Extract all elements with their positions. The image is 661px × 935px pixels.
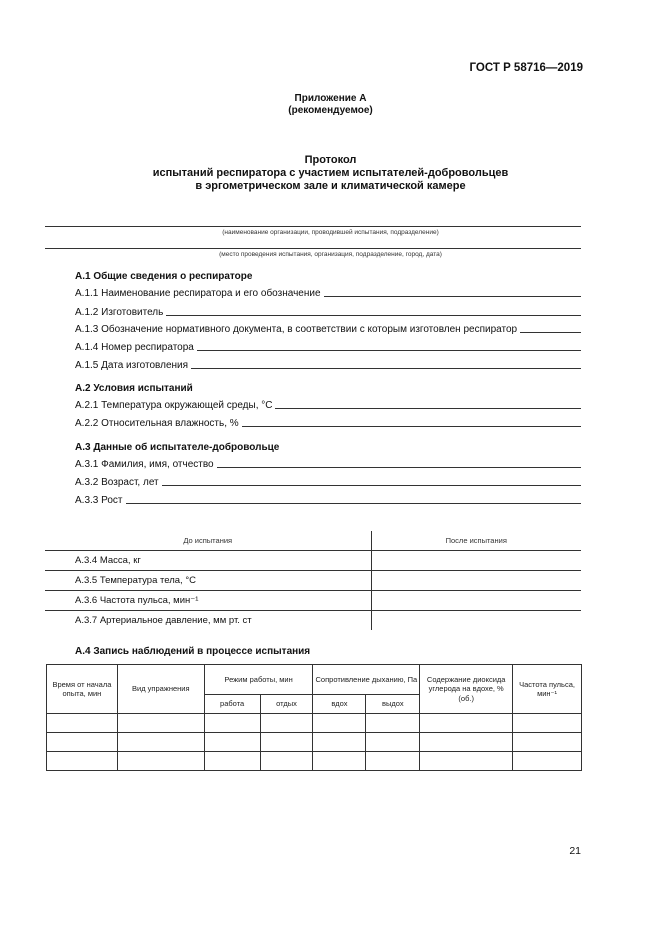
field-label: А.3.3 Рост <box>75 495 123 506</box>
table-row <box>47 714 582 733</box>
table-row <box>47 733 582 752</box>
col-co2 <box>420 665 513 714</box>
col-work: работа <box>204 695 260 714</box>
cell[interactable] <box>117 733 204 752</box>
row-value-cell[interactable] <box>371 611 581 631</box>
section-a1-title: А.1 Общие сведения о респираторе <box>75 271 253 282</box>
col-pulse <box>513 665 582 714</box>
col-resistance <box>313 665 420 695</box>
cell[interactable] <box>313 714 366 733</box>
observation-table <box>46 664 582 771</box>
field-label: А.1.5 Дата изготовления <box>75 360 189 371</box>
field-a1-1[interactable] <box>75 286 581 299</box>
col-rest: отдых <box>260 695 313 714</box>
field-a1-5[interactable] <box>75 358 581 371</box>
field-a3-1[interactable] <box>75 457 581 470</box>
cell[interactable] <box>47 714 118 733</box>
col-inhale: вдох <box>313 695 366 714</box>
section-a4-title: А.4 Запись наблюдений в процессе испытания <box>75 646 311 657</box>
field-a1-2[interactable] <box>75 305 581 318</box>
cell[interactable] <box>117 752 204 771</box>
appendix-subtitle: (рекомендуемое) <box>288 105 373 116</box>
section-a2-title: А.2 Условия испытаний <box>75 383 193 394</box>
col-co2-label: Содержание диоксида углерода на вдохе, % (об.) <box>426 674 506 703</box>
table-header-row <box>47 665 582 695</box>
cell[interactable] <box>366 733 420 752</box>
volunteer-data-table <box>45 531 581 630</box>
row-value-cell[interactable] <box>371 591 581 611</box>
cell[interactable] <box>47 733 118 752</box>
field-line[interactable] <box>197 350 581 351</box>
table-row <box>45 591 581 611</box>
cell[interactable] <box>260 752 313 771</box>
col-exercise <box>117 665 204 714</box>
col-time-label: Время от начала опыта, мин <box>52 679 112 698</box>
field-label: А.2.1 Температура окружающей среды, °С <box>75 400 273 411</box>
col-mode <box>204 665 313 695</box>
field-line[interactable] <box>520 332 581 333</box>
col-exercise-label: Вид упражнения <box>132 684 190 694</box>
org-line[interactable] <box>45 226 581 227</box>
cell[interactable] <box>366 714 420 733</box>
row-label: А.3.5 Температура тела, °С <box>45 571 371 591</box>
field-label: А.1.4 Номер респиратора <box>75 342 194 353</box>
field-line[interactable] <box>275 408 581 409</box>
field-label: А.2.2 Относительная влажность, % <box>75 418 239 429</box>
field-a1-3[interactable] <box>75 322 581 335</box>
row-label: А.3.7 Артериальное давление, мм рт. ст <box>45 611 371 631</box>
cell[interactable] <box>420 714 513 733</box>
field-line[interactable] <box>126 503 582 504</box>
protocol-title: Протокол <box>304 154 357 166</box>
col-exhale: выдох <box>366 695 420 714</box>
cell[interactable] <box>117 714 204 733</box>
table-header-row <box>45 531 581 551</box>
cell[interactable] <box>204 733 260 752</box>
page-number: 21 <box>569 845 581 857</box>
cell[interactable] <box>204 714 260 733</box>
table-row <box>45 551 581 571</box>
cell[interactable] <box>513 733 582 752</box>
field-a3-2[interactable] <box>75 475 581 488</box>
cell[interactable] <box>313 752 366 771</box>
field-line[interactable] <box>162 485 581 486</box>
field-line[interactable] <box>217 467 581 468</box>
header-after: После испытания <box>371 531 581 551</box>
place-caption: (место проведения испытания, организация, подразделение, город, дата) <box>219 251 442 258</box>
org-caption: (наименование организации, проводившей испытания, подразделение) <box>222 229 439 236</box>
field-label: А.3.2 Возраст, лет <box>75 477 159 488</box>
field-line[interactable] <box>242 426 581 427</box>
col-mode-label: Режим работы, мин <box>224 674 293 684</box>
field-line[interactable] <box>166 315 581 316</box>
field-label: А.3.1 Фамилия, имя, отчество <box>75 459 214 470</box>
row-value-cell[interactable] <box>371 551 581 571</box>
cell[interactable] <box>513 714 582 733</box>
protocol-line-1: испытаний респиратора с участием испытателей-добровольцев <box>152 167 509 179</box>
cell[interactable] <box>420 733 513 752</box>
appendix-title: Приложение А <box>294 93 367 104</box>
field-a2-1[interactable] <box>75 398 581 411</box>
table-row <box>45 571 581 591</box>
col-pulse-label: Частота пульса, мин⁻¹ <box>519 679 575 698</box>
row-value-cell[interactable] <box>371 571 581 591</box>
field-label: А.1.2 Изготовитель <box>75 307 164 318</box>
field-a2-2[interactable] <box>75 416 581 429</box>
cell[interactable] <box>47 752 118 771</box>
field-line[interactable] <box>324 296 581 297</box>
cell[interactable] <box>204 752 260 771</box>
field-a3-3[interactable] <box>75 493 581 506</box>
cell[interactable] <box>420 752 513 771</box>
header-before: До испытания <box>45 531 371 551</box>
field-label: А.1.1 Наименование респиратора и его обозначение <box>75 288 321 299</box>
cell[interactable] <box>313 733 366 752</box>
cell[interactable] <box>260 733 313 752</box>
field-line[interactable] <box>191 368 581 369</box>
standard-number: ГОСТ Р 58716—2019 <box>469 62 583 74</box>
cell[interactable] <box>260 714 313 733</box>
table-row <box>45 611 581 631</box>
field-a1-4[interactable] <box>75 340 581 353</box>
row-label: А.3.6 Частота пульса, мин⁻¹ <box>45 591 371 611</box>
protocol-line-2: в эргометрическом зале и климатической камере <box>195 180 466 192</box>
table-row <box>47 752 582 771</box>
section-a3-title: А.3 Данные об испытателе-добровольце <box>75 442 280 453</box>
place-line[interactable] <box>45 248 581 249</box>
cell[interactable] <box>366 752 420 771</box>
col-resistance-label: Сопротивление дыханию, Па <box>315 674 418 684</box>
cell[interactable] <box>513 752 582 771</box>
field-label: А.1.3 Обозначение нормативного документа, в соответствии с которым изготовлен респиратор <box>75 324 518 335</box>
row-label: А.3.4 Масса, кг <box>45 551 371 571</box>
col-time <box>47 665 118 714</box>
